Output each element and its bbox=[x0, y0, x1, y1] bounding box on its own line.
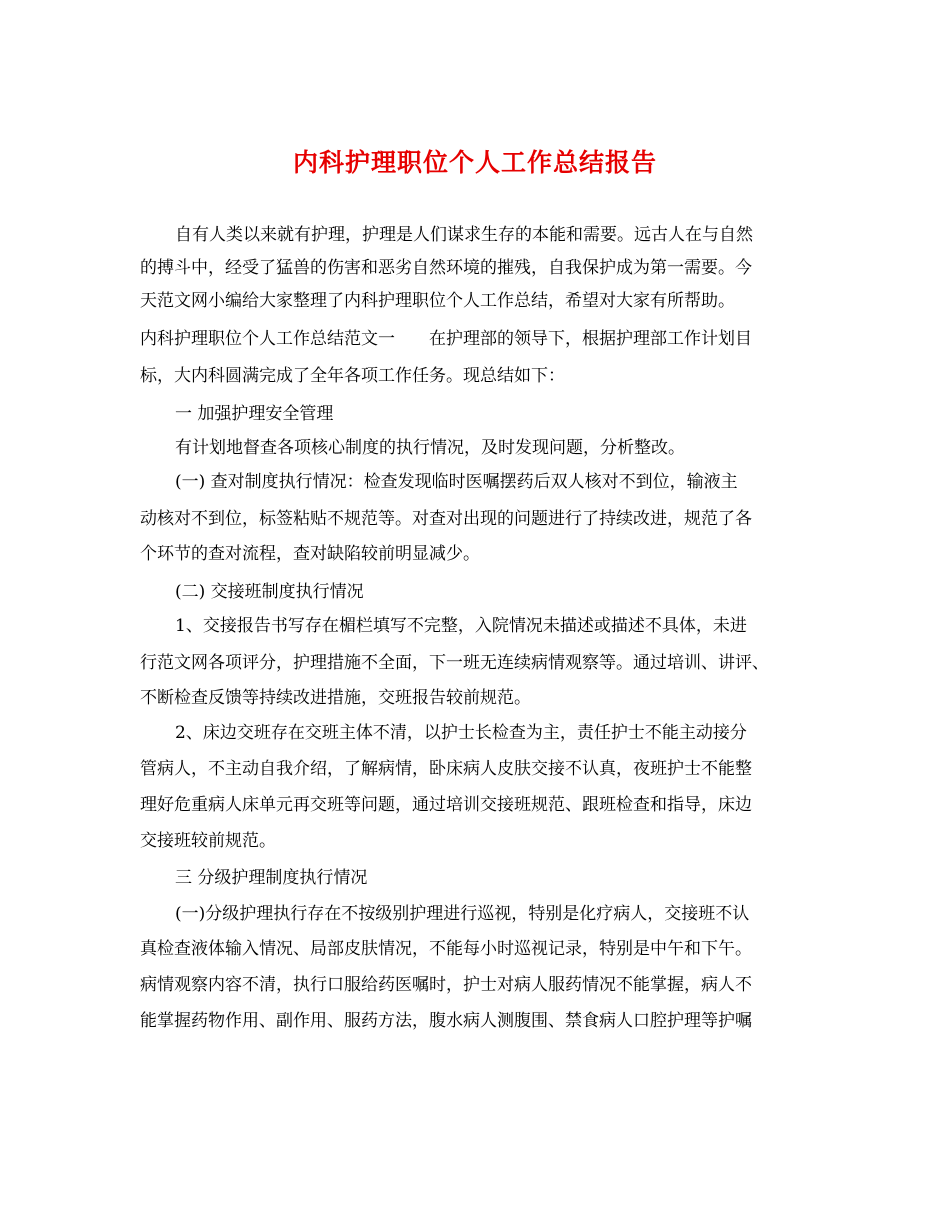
body-line: 管病人，不主动自我介绍，了解病情，卧床病人皮肤交接不认真，夜班护士不能整 bbox=[140, 759, 752, 779]
body-line: 真检查液体输入情况、局部皮肤情况，不能每小时巡视记录，特别是中午和下午。 bbox=[140, 939, 752, 959]
body-line: 动核对不到位，标签粘贴不规范等。对查对出现的问题进行了持续改进，规范了各 bbox=[140, 509, 752, 529]
section-heading: 一 加强护理安全管理 bbox=[175, 404, 334, 424]
body-line: 行范文网各项评分，护理措施不全面，下一班无连续病情观察等。通过培训、讲评、 bbox=[140, 653, 769, 673]
body-line: 不断检查反馈等持续改进措施，交班报告较前规范。 bbox=[140, 688, 531, 708]
body-line: (一) 查对制度执行情况：检查发现临时医嘱摆药后双人核对不到位，输液主 bbox=[175, 472, 738, 492]
body-line: 标，大内科圆满完成了全年各项工作任务。现总结如下： bbox=[140, 366, 565, 386]
body-line: (一)分级护理执行存在不按级别护理进行巡视，特别是化疗病人，交接班不认 bbox=[175, 904, 750, 924]
body-line: 自有人类以来就有护理，护理是人们谋求生存的本能和需要。远古人在与自然 bbox=[175, 225, 753, 245]
body-line: 2、床边交班存在交班主体不清，以护士长检查为主，责任护士不能主动接分 bbox=[175, 723, 747, 743]
document-title: 内科护理职位个人工作总结报告 bbox=[292, 148, 657, 177]
body-line: 交接班较前规范。 bbox=[140, 831, 276, 851]
body-line: 1、交接报告书写存在楣栏填写不完整，入院情况未描述或描述不具体，未进 bbox=[175, 616, 747, 636]
body-line: 有计划地督查各项核心制度的执行情况，及时发现问题，分析整改。 bbox=[175, 438, 685, 458]
body-line: 能掌握药物作用、副作用、服药方法，腹水病人测腹围、禁食病人口腔护理等护嘱 bbox=[140, 1011, 752, 1031]
body-line: 病情观察内容不清，执行口服给药医嘱时，护士对病人服药情况不能掌握，病人不 bbox=[140, 975, 752, 995]
body-line: 天范文网小编给大家整理了内科护理职位个人工作总结，希望对大家有所帮助。 bbox=[140, 291, 735, 311]
body-line: 理好危重病人床单元再交班等问题，通过培训交接班规范、跟班检查和指导，床边 bbox=[140, 795, 752, 815]
body-line: 个环节的查对流程，查对缺陷较前明显减少。 bbox=[140, 544, 480, 564]
body-line: 的搏斗中，经受了猛兽的伤害和恶劣自然环境的摧残，自我保护成为第一需要。今 bbox=[140, 258, 752, 278]
section-heading: 三 分级护理制度执行情况 bbox=[175, 868, 368, 888]
body-line: 内科护理职位个人工作总结范文一 在护理部的领导下，根据护理部工作计划目 bbox=[140, 329, 752, 349]
section-heading: (二) 交接班制度执行情况 bbox=[175, 582, 364, 602]
